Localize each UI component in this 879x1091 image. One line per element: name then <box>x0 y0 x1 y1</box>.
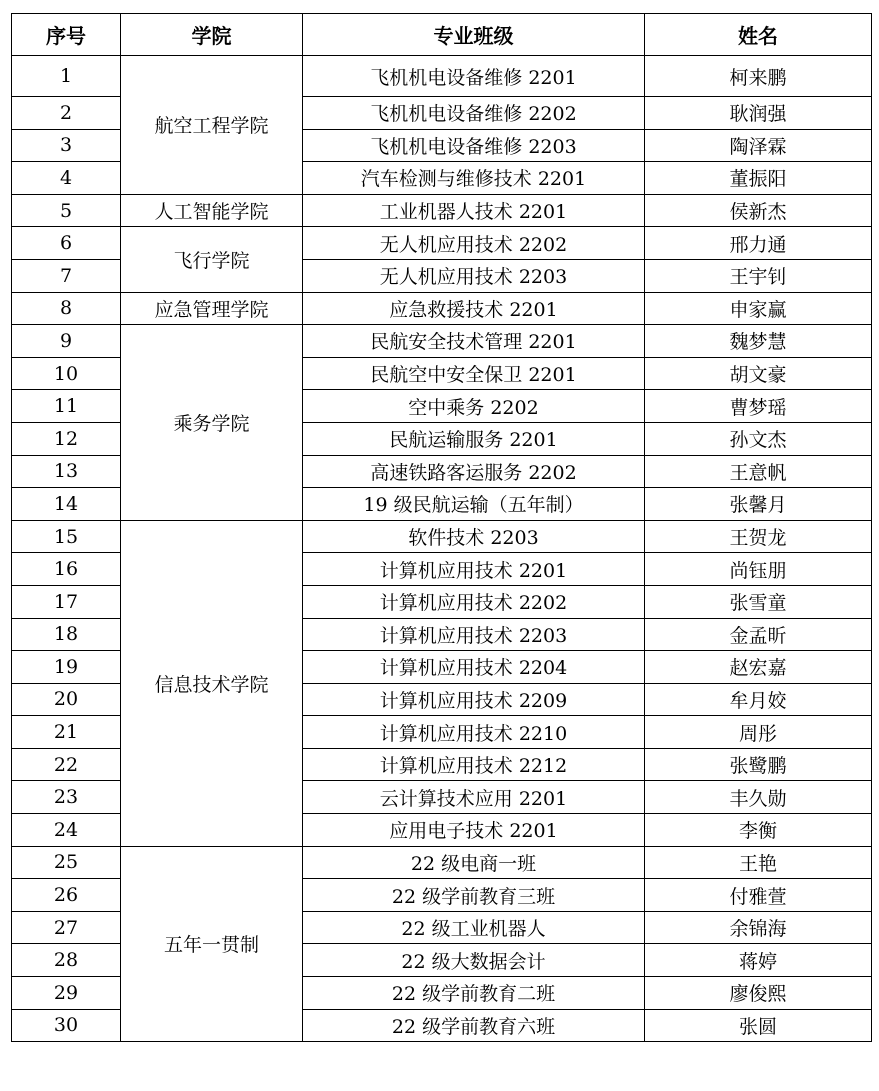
cell-index: 27 <box>12 911 121 944</box>
cell-class: 云计算技术应用 2201 <box>303 781 645 814</box>
cell-name: 侯新杰 <box>645 194 872 227</box>
cell-index: 18 <box>12 618 121 651</box>
cell-index: 1 <box>12 56 121 97</box>
cell-name: 柯来鹏 <box>645 56 872 97</box>
cell-index: 25 <box>12 846 121 879</box>
cell-index: 13 <box>12 455 121 488</box>
cell-class: 高速铁路客运服务 2202 <box>303 455 645 488</box>
cell-name: 付雅萱 <box>645 879 872 912</box>
cell-index: 7 <box>12 259 121 292</box>
cell-name: 张雪童 <box>645 585 872 618</box>
cell-index: 29 <box>12 977 121 1010</box>
cell-class: 软件技术 2203 <box>303 520 645 553</box>
cell-class: 民航空中安全保卫 2201 <box>303 357 645 390</box>
student-roster-table <box>11 13 872 1042</box>
header-index: 序号 <box>12 14 121 56</box>
cell-class: 计算机应用技术 2212 <box>303 748 645 781</box>
cell-index: 24 <box>12 814 121 847</box>
cell-name: 廖俊熙 <box>645 977 872 1010</box>
cell-index: 16 <box>12 553 121 586</box>
cell-name: 尚钰朋 <box>645 553 872 586</box>
cell-name: 张馨月 <box>645 488 872 521</box>
cell-class: 22 级学前教育六班 <box>303 1009 645 1042</box>
cell-index: 11 <box>12 390 121 423</box>
header-class: 专业班级 <box>303 14 645 56</box>
cell-name: 牟月姣 <box>645 683 872 716</box>
cell-class: 22 级学前教育三班 <box>303 879 645 912</box>
cell-class: 应用电子技术 2201 <box>303 814 645 847</box>
cell-class: 22 级工业机器人 <box>303 911 645 944</box>
cell-class: 民航运输服务 2201 <box>303 422 645 455</box>
cell-name: 董振阳 <box>645 162 872 195</box>
cell-index: 6 <box>12 227 121 260</box>
cell-college: 乘务学院 <box>121 325 303 521</box>
cell-name: 耿润强 <box>645 97 872 130</box>
cell-class: 计算机应用技术 2209 <box>303 683 645 716</box>
cell-college: 信息技术学院 <box>121 520 303 846</box>
cell-name: 胡文豪 <box>645 357 872 390</box>
cell-name: 王意帆 <box>645 455 872 488</box>
cell-name: 王贺龙 <box>645 520 872 553</box>
cell-class: 应急救援技术 2201 <box>303 292 645 325</box>
cell-class: 19 级民航运输（五年制） <box>303 488 645 521</box>
cell-name: 陶泽霖 <box>645 129 872 162</box>
cell-college: 应急管理学院 <box>121 292 303 325</box>
cell-name: 丰久勋 <box>645 781 872 814</box>
cell-index: 5 <box>12 194 121 227</box>
cell-index: 26 <box>12 879 121 912</box>
table-body <box>12 56 872 1042</box>
table-row <box>12 325 872 358</box>
cell-name: 王宇钊 <box>645 259 872 292</box>
cell-index: 28 <box>12 944 121 977</box>
cell-class: 无人机应用技术 2203 <box>303 259 645 292</box>
cell-college: 五年一贯制 <box>121 846 303 1042</box>
cell-class: 计算机应用技术 2201 <box>303 553 645 586</box>
cell-index: 2 <box>12 97 121 130</box>
cell-name: 曹梦瑶 <box>645 390 872 423</box>
cell-name: 邢力通 <box>645 227 872 260</box>
cell-class: 计算机应用技术 2204 <box>303 651 645 684</box>
cell-index: 10 <box>12 357 121 390</box>
cell-class: 工业机器人技术 2201 <box>303 194 645 227</box>
table-row <box>12 846 872 879</box>
cell-index: 4 <box>12 162 121 195</box>
cell-name: 王艳 <box>645 846 872 879</box>
cell-name: 金孟昕 <box>645 618 872 651</box>
cell-college: 飞行学院 <box>121 227 303 292</box>
cell-class: 22 级学前教育二班 <box>303 977 645 1010</box>
header-row <box>12 14 872 56</box>
cell-class: 飞机机电设备维修 2202 <box>303 97 645 130</box>
cell-name: 周彤 <box>645 716 872 749</box>
cell-college: 航空工程学院 <box>121 56 303 195</box>
cell-index: 14 <box>12 488 121 521</box>
table-header <box>12 14 872 56</box>
table-row <box>12 56 872 97</box>
cell-class: 飞机机电设备维修 2203 <box>303 129 645 162</box>
cell-name: 张圆 <box>645 1009 872 1042</box>
cell-class: 22 级电商一班 <box>303 846 645 879</box>
cell-index: 23 <box>12 781 121 814</box>
cell-name: 蒋婷 <box>645 944 872 977</box>
cell-index: 21 <box>12 716 121 749</box>
cell-index: 9 <box>12 325 121 358</box>
cell-name: 孙文杰 <box>645 422 872 455</box>
cell-class: 22 级大数据会计 <box>303 944 645 977</box>
cell-index: 20 <box>12 683 121 716</box>
cell-name: 余锦海 <box>645 911 872 944</box>
cell-name: 申家赢 <box>645 292 872 325</box>
table-row <box>12 292 872 325</box>
cell-class: 飞机机电设备维修 2201 <box>303 56 645 97</box>
cell-class: 计算机应用技术 2210 <box>303 716 645 749</box>
cell-index: 22 <box>12 748 121 781</box>
header-college: 学院 <box>121 14 303 56</box>
cell-index: 19 <box>12 651 121 684</box>
table-row <box>12 194 872 227</box>
cell-name: 张鹭鹏 <box>645 748 872 781</box>
cell-class: 空中乘务 2202 <box>303 390 645 423</box>
table-row <box>12 520 872 553</box>
cell-class: 计算机应用技术 2202 <box>303 585 645 618</box>
cell-name: 魏梦慧 <box>645 325 872 358</box>
cell-index: 30 <box>12 1009 121 1042</box>
cell-class: 民航安全技术管理 2201 <box>303 325 645 358</box>
cell-class: 汽车检测与维修技术 2201 <box>303 162 645 195</box>
cell-class: 计算机应用技术 2203 <box>303 618 645 651</box>
cell-index: 3 <box>12 129 121 162</box>
cell-college: 人工智能学院 <box>121 194 303 227</box>
cell-index: 8 <box>12 292 121 325</box>
table-row <box>12 227 872 260</box>
cell-index: 17 <box>12 585 121 618</box>
cell-name: 李衡 <box>645 814 872 847</box>
header-name: 姓名 <box>645 14 872 56</box>
cell-class: 无人机应用技术 2202 <box>303 227 645 260</box>
cell-index: 12 <box>12 422 121 455</box>
cell-index: 15 <box>12 520 121 553</box>
cell-name: 赵宏嘉 <box>645 651 872 684</box>
